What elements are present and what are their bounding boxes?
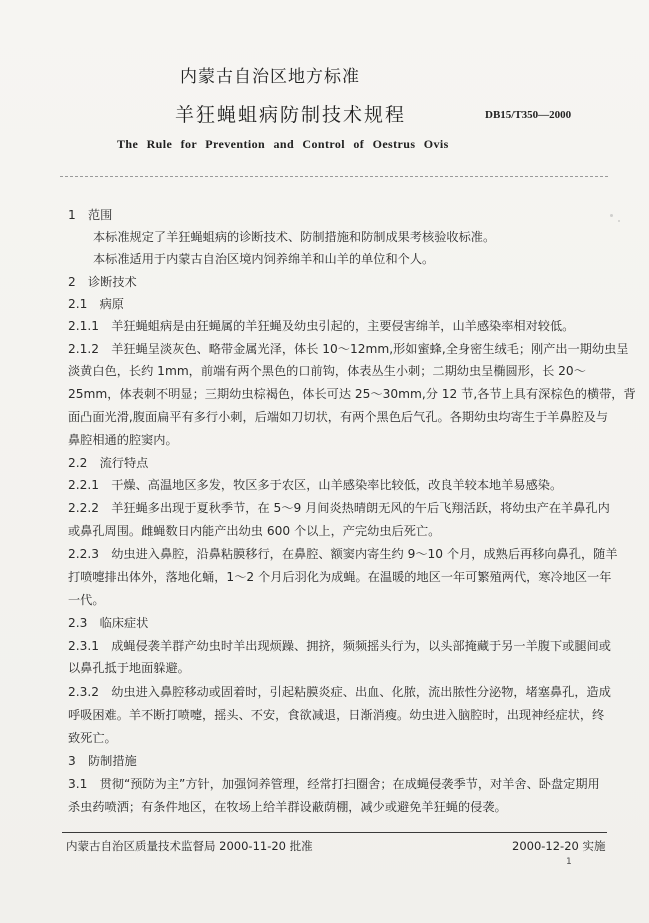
paragraph-line: 3.1 贯彻“预防为主”方针，加强饲养管理，经常打扫圈舍；在成蝇侵袭季节，对羊舍、卧盘定期用 [68, 777, 600, 791]
paragraph-line: 25mm，体表刺不明显；三期幼虫棕褐色，体长可达 25～30mm,分 12 节,各节上具有深棕色的横带，背 [68, 387, 636, 401]
header-separator [60, 176, 608, 177]
paragraph-line: 淡黄白色，长约 1mm，前端有两个黑色的口前钩，体表丛生小刺；二期幼虫呈椭圆形，长 20～ [68, 364, 586, 378]
paragraph-line: 打喷嚏排出体外，落地化蛹，1～2 个月后羽化为成蝇。在温暖的地区一年可繁殖两代，寒冷地区一年 [68, 570, 612, 584]
section-heading: 3 防制措施 [68, 754, 137, 768]
standard-title-english: The Rule for Prevention and Control of Oestrus Ovis [117, 137, 449, 151]
issuer-heading: 内蒙古自治区地方标准 [180, 67, 360, 87]
paragraph-line: 本标准适用于内蒙古自治区境内饲养绵羊和山羊的单位和个人。 [93, 252, 435, 266]
page-number: 1 [566, 857, 572, 867]
subsection-heading: 2.1 病原 [68, 297, 124, 311]
section-heading: 1 范围 [68, 208, 113, 222]
scan-speck [610, 214, 613, 217]
paragraph-line: 2.2.3 幼虫进入鼻腔，沿鼻粘膜移行，在鼻腔、额窦内寄生约 9～10 个月，成熟后再移向鼻孔，随羊 [68, 547, 618, 561]
subsection-heading: 2.3 临床症状 [68, 616, 149, 630]
paragraph-line: 杀虫药喷洒；有条件地区，在牧场上给羊群设蔽荫棚，减少或避免羊狂蝇的侵袭。 [68, 800, 507, 814]
scan-speck [618, 220, 620, 222]
paragraph-line: 2.1.1 羊狂蝇蛆病是由狂蝇属的羊狂蝇及幼虫引起的，主要侵害绵羊，山羊感染率相对较低。 [68, 319, 575, 333]
standard-code: DB15/T350—2000 [485, 109, 572, 121]
paragraph-line: 呼吸困难。羊不断打喷嚏，摇头、不安，食欲减退，日渐消瘦。幼虫进入脑腔时，出现神经症状，终 [68, 708, 605, 722]
paragraph-line: 或鼻孔周围。雌蝇数日内能产出幼虫 600 个以上，产完幼虫后死亡。 [68, 524, 441, 538]
implementation-date: 2000-12-20 实施 [512, 839, 606, 853]
paragraph-line: 本标准规定了羊狂蝇蛆病的诊断技术、防制措施和防制成果考核验收标准。 [93, 230, 496, 244]
paragraph-line: 2.3.2 幼虫进入鼻腔移动或固着时，引起粘膜炎症、出血、化脓，流出脓性分泌物，堵塞鼻孔，造成 [68, 685, 611, 699]
paragraph-line: 面凸面光滑,腹面扁平有多行小刺，后端如刀切状，有两个黑色后气孔。各期幼虫均寄生于羊鼻腔及与 [68, 410, 609, 424]
approval-line: 内蒙古自治区质量技术监督局 2000-11-20 批准 [66, 839, 313, 853]
section-heading: 2 诊断技术 [68, 275, 137, 289]
footer-rule [62, 832, 607, 833]
paragraph-line: 2.2.1 干燥、高温地区多发，牧区多于农区，山羊感染率比较低，改良羊较本地羊易感染。 [68, 478, 563, 492]
paragraph-line: 2.2.2 羊狂蝇多出现于夏秋季节，在 5～9 月间炎热晴朗无风的午后飞翔活跃，将幼虫产在羊鼻孔内 [68, 501, 610, 515]
paragraph-line: 致死亡。 [68, 731, 117, 745]
paragraph-line: 2.3.1 成蝇侵袭羊群产幼虫时羊出现烦躁、拥挤，频频摇头行为，以头部掩藏于另一羊腹下或腿间或 [68, 639, 611, 653]
paragraph-line: 以鼻孔抵于地面躲避。 [68, 661, 190, 675]
subsection-heading: 2.2 流行特点 [68, 456, 149, 470]
standard-title-chinese: 羊狂蝇蛆病防制技术规程 [175, 104, 407, 126]
paragraph-line: 一代。 [68, 593, 105, 607]
paragraph-line: 鼻腔相通的腔窦内。 [68, 433, 178, 447]
scan-speck [606, 392, 608, 394]
paragraph-line: 2.1.2 羊狂蝇呈淡灰色、略带金属光泽，体长 10～12mm,形如蜜蜂,全身密生绒毛；刚产出一期幼虫呈 [68, 342, 629, 356]
